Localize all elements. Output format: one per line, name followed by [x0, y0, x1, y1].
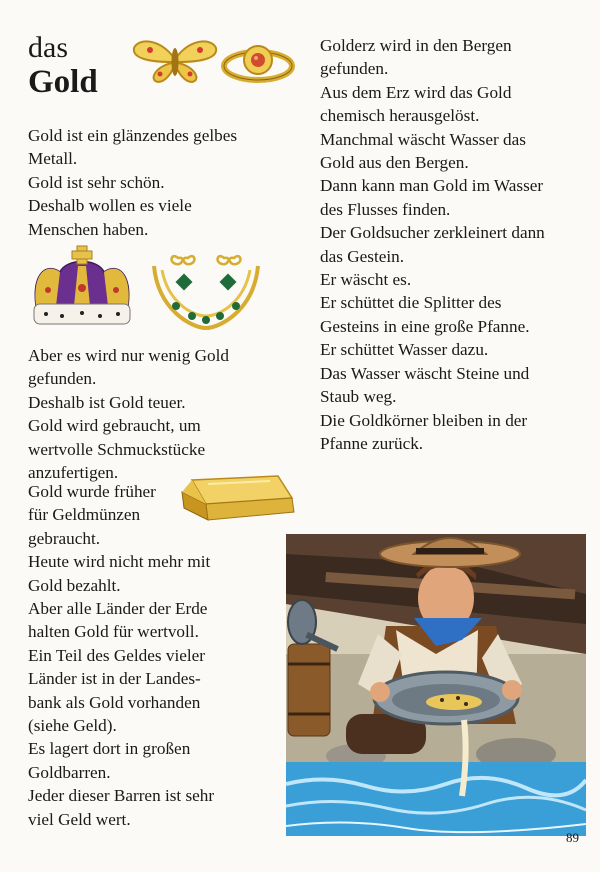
uses-paragraph — [28, 344, 229, 484]
text-line: des Flusses finden. — [320, 199, 451, 219]
butterfly-brooch-illustration — [130, 36, 220, 84]
text-line: Ein Teil des Geldes vieler — [28, 645, 205, 665]
text-line: chemisch herausgelöst. — [320, 106, 480, 126]
text-line: Deshalb ist Gold teuer. — [28, 392, 186, 412]
text-line: wertvolle Schmuckstücke — [28, 439, 206, 459]
ring-illustration — [218, 40, 298, 84]
text-line: Pfanne zurück. — [320, 433, 424, 453]
text-line: Deshalb wollen es viele — [28, 196, 192, 216]
text-line: viel Geld wert. — [28, 809, 131, 829]
text-line: Manchmal wäscht Wasser das — [320, 129, 526, 149]
text-line: Golderz wird in den Bergen — [320, 36, 512, 55]
text-line: Staub weg. — [320, 387, 397, 407]
currency-paragraph — [28, 480, 214, 831]
text-line: bank als Gold vorhanden — [28, 692, 201, 712]
text-line: (siehe Geld). — [28, 716, 117, 736]
title-article: das — [28, 31, 68, 64]
text-line: Länder ist in der Landes- — [28, 669, 201, 689]
crown-illustration — [26, 244, 138, 330]
text-line: Heute wird nicht mehr mit — [28, 552, 211, 572]
page-title: Gold — [28, 64, 98, 100]
text-line: das Gestein. — [320, 246, 405, 266]
text-line: Gesteins in eine große Pfanne. — [320, 316, 530, 336]
text-line: Aus dem Erz wird das Gold — [320, 82, 512, 102]
text-line: Jeder dieser Barren ist sehr — [28, 786, 215, 806]
text-line: Aber alle Länder der Erde — [28, 599, 208, 619]
text-line: Menschen haben. — [28, 219, 149, 239]
text-line: gefunden. — [320, 59, 389, 79]
gold-panning-paragraph — [320, 34, 545, 455]
text-line: Goldbarren. — [28, 762, 111, 782]
text-line: Die Goldkörner bleiben in der — [320, 410, 528, 430]
text-line: Gold ist ein glänzendes gelbes — [28, 126, 238, 145]
text-line: Gold ist sehr schön. — [28, 172, 165, 192]
text-line: für Geldmünzen — [28, 505, 141, 525]
text-line: Es lagert dort in großen — [28, 739, 191, 759]
page-number: 89 — [566, 830, 579, 845]
text-line: Metall. — [28, 149, 78, 169]
intro-paragraph — [28, 124, 237, 241]
gold-prospector-illustration — [286, 534, 586, 836]
text-line: Das Wasser wäscht Steine und — [320, 363, 530, 383]
text-line: gefunden. — [28, 369, 97, 389]
text-line: Er wäscht es. — [320, 270, 412, 290]
text-line: Gold aus den Bergen. — [320, 153, 469, 173]
text-line: Der Goldsucher zerkleinert dann — [320, 223, 545, 243]
text-line: Gold bezahlt. — [28, 575, 121, 595]
text-line: Aber es wird nur wenig Gold — [28, 346, 229, 365]
text-line: Gold wurde früher — [28, 482, 156, 501]
text-line: Dann kann man Gold im Wasser — [320, 176, 544, 196]
text-line: anzufertigen. — [28, 463, 119, 483]
text-line: gebraucht. — [28, 528, 101, 548]
text-line: Gold wird gebraucht, um — [28, 416, 201, 436]
necklace-illustration — [148, 250, 264, 332]
text-line: Er schüttet Wasser dazu. — [320, 340, 489, 360]
text-line: halten Gold für wertvoll. — [28, 622, 199, 642]
text-line: Er schüttet die Splitter des — [320, 293, 502, 313]
